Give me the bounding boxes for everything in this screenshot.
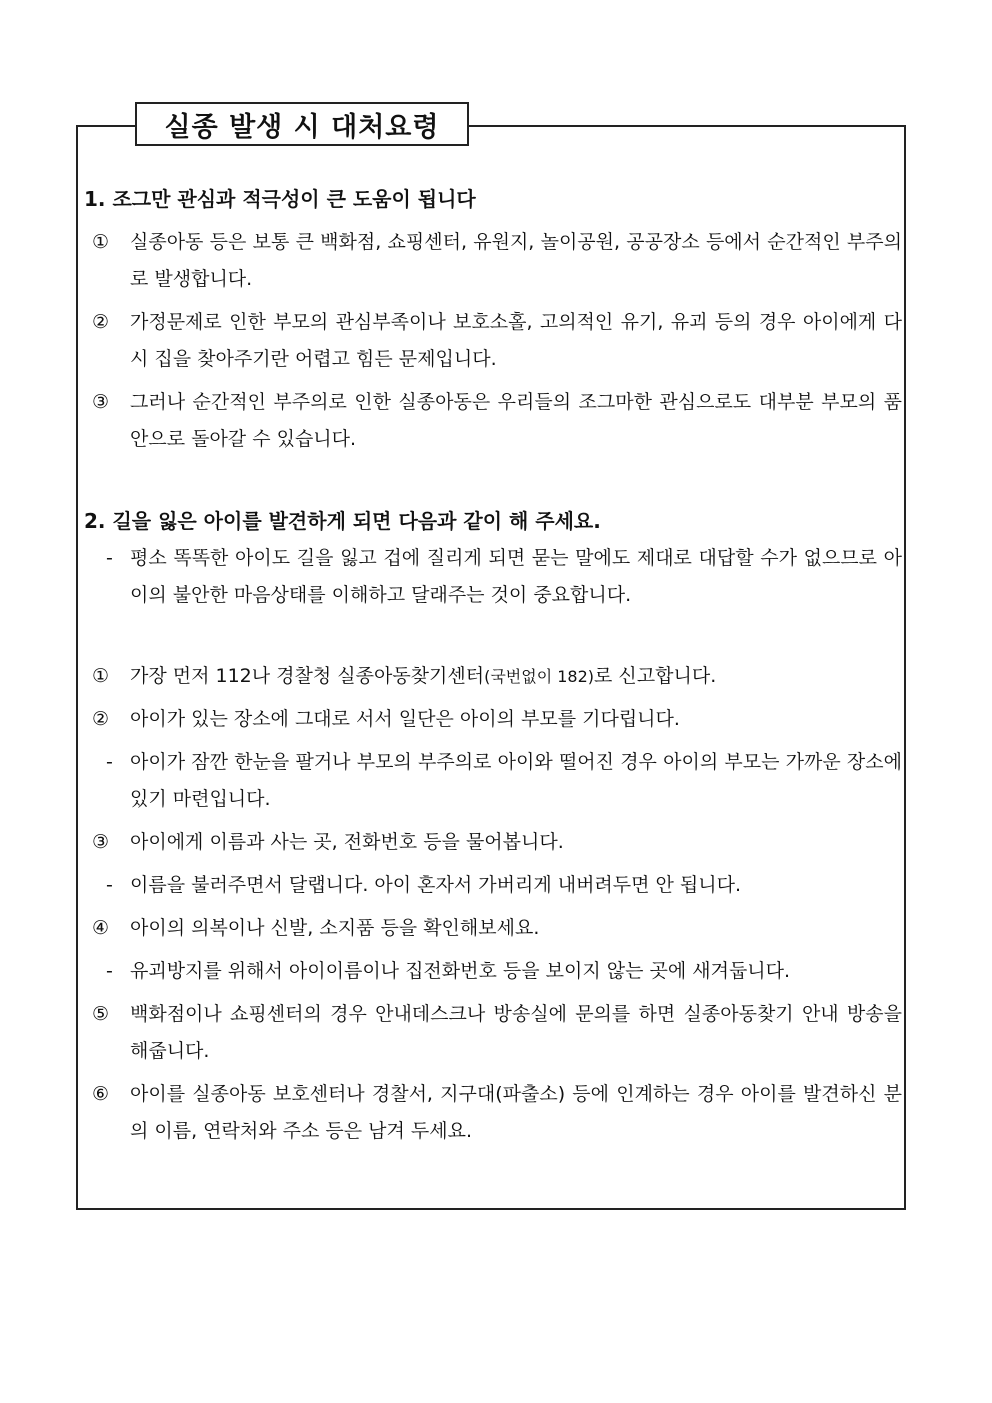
item-marker: ②: [92, 311, 110, 333]
document-body: [84, 180, 902, 1150]
section1-item-2: [84, 304, 902, 378]
item-text: 실종아동 등은 보통 큰 백화점, 쇼핑센터, 유원지, 놀이공원, 공공장소 등에서 순간적인 부주의로 발생합니다.: [130, 231, 902, 290]
item-marker: ①: [92, 665, 110, 687]
section2-step-3-note: [84, 867, 902, 904]
section2-step-2-note: [84, 744, 902, 818]
item-marker: ②: [92, 708, 110, 730]
item-text: 유괴방지를 위해서 아이이름이나 집전화번호 등을 보이지 않는 곳에 새겨둡니다.: [130, 960, 791, 982]
item-marker: -: [106, 751, 113, 773]
item-marker: -: [106, 874, 113, 896]
item-text: 아이가 잠깐 한눈을 팔거나 부모의 부주의로 아이와 떨어진 경우 아이의 부모는 가까운 장소에 있기 마련입니다.: [130, 751, 902, 810]
item-text: 아이의 의복이나 신발, 소지품 등을 확인해보세요.: [130, 917, 540, 939]
item-marker: ④: [92, 917, 110, 939]
item-marker: ①: [92, 231, 110, 253]
item-text: 아이가 있는 장소에 그대로 서서 일단은 아이의 부모를 기다립니다.: [130, 708, 680, 730]
item-text: 가장 먼저 112나 경찰청 실종아동찾기센터: [130, 665, 485, 687]
section2-intro: [84, 540, 902, 614]
item-text: 평소 똑똑한 아이도 길을 잃고 겁에 질리게 되면 묻는 말에도 제대로 대답할 수가 없으므로 아이의 불안한 마음상태를 이해하고 달래주는 것이 중요합니다.: [130, 547, 902, 606]
section2-step-2: [84, 701, 902, 738]
section2-step-5: [84, 996, 902, 1070]
section2-step-1: [84, 658, 902, 695]
item-text: 가정문제로 인한 부모의 관심부족이나 보호소홀, 고의적인 유기, 유괴 등의 경우 아이에게 다시 집을 찾아주기란 어렵고 힘든 문제입니다.: [130, 311, 902, 370]
item-marker: -: [106, 547, 113, 569]
section2-step-4-note: [84, 953, 902, 990]
item-marker: ③: [92, 391, 110, 413]
item-marker: ⑤: [92, 1003, 110, 1025]
item-text: 백화점이나 쇼핑센터의 경우 안내데스크나 방송실에 문의를 하면 실종아동찾기 안내 방송을 해줍니다.: [130, 1003, 902, 1062]
item-marker: ⑥: [92, 1083, 110, 1105]
item-marker: -: [106, 960, 113, 982]
item-text: 아이에게 이름과 사는 곳, 전화번호 등을 물어봅니다.: [130, 831, 564, 853]
section1-item-1: [84, 224, 902, 298]
section2-step-3: [84, 824, 902, 861]
section2-step-4: [84, 910, 902, 947]
page-title: 실종 발생 시 대처요령: [135, 102, 469, 146]
section2-heading: 2. 길을 잃은 아이를 발견하게 되면 다음과 같이 해 주세요.: [84, 509, 601, 533]
item-text: 아이를 실종아동 보호센터나 경찰서, 지구대(파출소) 등에 인계하는 경우 아이를 발견하신 분의 이름, 연락처와 주소 등은 남겨 두세요.: [130, 1083, 902, 1142]
item-marker: ③: [92, 831, 110, 853]
item-text: 로 신고합니다.: [594, 665, 717, 687]
section1-item-3: [84, 384, 902, 458]
item-text-small: (국번없이 182): [484, 667, 595, 686]
section2-step-6: [84, 1076, 902, 1150]
item-text: 이름을 불러주면서 달랩니다. 아이 혼자서 가버리게 내버려두면 안 됩니다.: [130, 874, 742, 896]
section1-heading: 1. 조그만 관심과 적극성이 큰 도움이 됩니다: [84, 187, 476, 211]
item-text: 그러나 순간적인 부주의로 인한 실종아동은 우리들의 조그마한 관심으로도 대부분 부모의 품안으로 돌아갈 수 있습니다.: [130, 391, 902, 450]
